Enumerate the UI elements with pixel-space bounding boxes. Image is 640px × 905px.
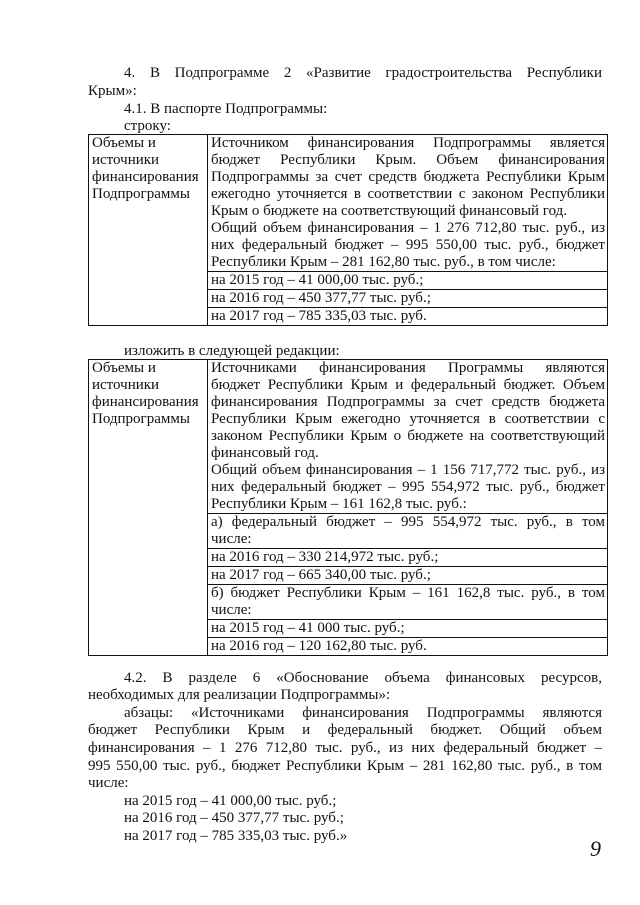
table1-left-line: финансирования xyxy=(92,169,199,185)
table2-row-federal-2017 xyxy=(208,567,608,585)
table1-main-cell xyxy=(208,135,608,272)
section-42-line-1: 4.2. В разделе 6 «Обоснование объема финансовых ресурсов, xyxy=(124,670,602,686)
table2-text-line: Республики Крым – 161 162,8 тыс. руб.: xyxy=(211,496,467,512)
table1-row-text: на 2015 год – 41 000,00 тыс. руб.; xyxy=(211,272,424,288)
table2-left-line: финансирования xyxy=(92,394,199,410)
section-42-line-2: необходимых для реализации Подпрограммы»: xyxy=(88,687,391,703)
table2-row-text: на 2016 год – 330 214,972 тыс. руб.; xyxy=(211,549,439,565)
table1-left-cell xyxy=(89,135,208,326)
section-42-line-4: бюджет Республики Крым и федеральный бюджет. Общий объем xyxy=(88,722,602,738)
table1-row-text: на 2016 год – 450 377,77 тыс. руб.; xyxy=(211,290,431,306)
table1-text-line: бюджет Республики Крым. Объем финансирования xyxy=(211,152,605,168)
table2-row-republic-2016 xyxy=(208,638,608,656)
table2-text-line: числе: xyxy=(211,531,252,547)
table1-left-line: Подпрограммы xyxy=(92,186,190,202)
section-42-line-3: абзацы: «Источниками финансирования Подпрограммы являются xyxy=(124,705,602,721)
table2-republic-cell xyxy=(208,585,608,620)
table2-left-line: Объемы и xyxy=(92,360,156,376)
table1-text-line: Общий объем финансирования – 1 276 712,80 тыс. руб., из xyxy=(211,220,605,236)
section-42-line-5: финансирования – 1 276 712,80 тыс. руб., из них федеральный бюджет – xyxy=(88,740,602,756)
table2-left-line: источники xyxy=(92,377,160,393)
table1-text-line: Республики Крым – 281 162,80 тыс. руб., в том числе: xyxy=(211,254,556,270)
table2-row-federal-2016 xyxy=(208,549,608,567)
section-42-year-2017: на 2017 год – 785 335,03 тыс. руб.» xyxy=(124,828,348,844)
passport-table-original xyxy=(88,134,608,326)
table1-row-2015 xyxy=(208,272,608,290)
table2-row-republic-2015 xyxy=(208,620,608,638)
passport-table-new xyxy=(88,359,608,656)
table1-text-line: них федеральный бюджет – 995 550,00 тыс. руб., бюджет xyxy=(211,237,605,253)
table2-text-line: а) федеральный бюджет – 995 554,972 тыс. руб., в том xyxy=(211,514,605,530)
table1-text-line: Подпрограммы за счет средств бюджета Республики Крым xyxy=(211,169,605,185)
table2-text-line: Источниками финансирования Программы являются xyxy=(211,360,605,376)
page-number: 9 xyxy=(590,836,601,861)
table2-row-text: на 2016 год – 120 162,80 тыс. руб. xyxy=(211,638,427,654)
table2-text-line: б) бюджет Республики Крым – 161 162,8 тыс. руб., в том xyxy=(211,585,605,601)
intro-line-4: строку: xyxy=(124,118,171,134)
table1-left-line: источники xyxy=(92,152,160,168)
table2-text-line: законом Республики Крым о бюджете на соответствующий xyxy=(211,428,605,444)
table2-text-line: финансовый год. xyxy=(211,445,319,461)
section-42-year-2015: на 2015 год – 41 000,00 тыс. руб.; xyxy=(124,793,337,809)
intro-line-3: 4.1. В паспорте Подпрограммы: xyxy=(124,101,328,117)
intro-line-2: Крым»: xyxy=(88,83,137,99)
table2-row-text: на 2017 год – 665 340,00 тыс. руб.; xyxy=(211,567,431,583)
table2-text-line: числе: xyxy=(211,602,252,618)
table2-text-line: Республики Крым ежегодно уточняется в соответствии с xyxy=(211,411,605,427)
table2-left-line: Подпрограммы xyxy=(92,411,190,427)
table1-row-text: на 2017 год – 785 335,03 тыс. руб. xyxy=(211,308,427,324)
new-edition-label: изложить в следующей редакции: xyxy=(124,343,340,359)
table2-text-line: финансирования Подпрограммы за счет средств бюджета xyxy=(211,394,605,410)
table2-text-line: них федеральный бюджет – 995 554,972 тыс. руб., бюджет xyxy=(211,479,605,495)
table1-text-line: ежегодно уточняется в соответствии с законом Республики xyxy=(211,186,605,202)
section-42-line-7: числе: xyxy=(88,775,129,791)
table1-left-line: Объемы и xyxy=(92,135,156,151)
table2-main-cell xyxy=(208,360,608,514)
table1-row-2016 xyxy=(208,290,608,308)
intro-line-1: 4. В Подпрограмме 2 «Развитие градостроительства Республики xyxy=(124,65,602,81)
table2-text-line: бюджет Республики Крым и федеральный бюджет. Объем xyxy=(211,377,605,393)
table1-text-line: Источником финансирования Подпрограммы является xyxy=(211,135,605,151)
table2-row-text: на 2015 год – 41 000 тыс. руб.; xyxy=(211,620,405,636)
section-42-year-2016: на 2016 год – 450 377,77 тыс. руб.; xyxy=(124,810,344,826)
table2-left-cell xyxy=(89,360,208,656)
table1-text-line: Крым о бюджете на соответствующий финансовый год. xyxy=(211,203,568,219)
table2-federal-cell xyxy=(208,514,608,549)
section-42-line-6: 995 550,00 тыс. руб., бюджет Республики Крым – 281 162,80 тыс. руб., в том xyxy=(88,758,602,774)
table2-text-line: Общий объем финансирования – 1 156 717,772 тыс. руб., из xyxy=(211,462,605,478)
table1-row-2017 xyxy=(208,308,608,326)
